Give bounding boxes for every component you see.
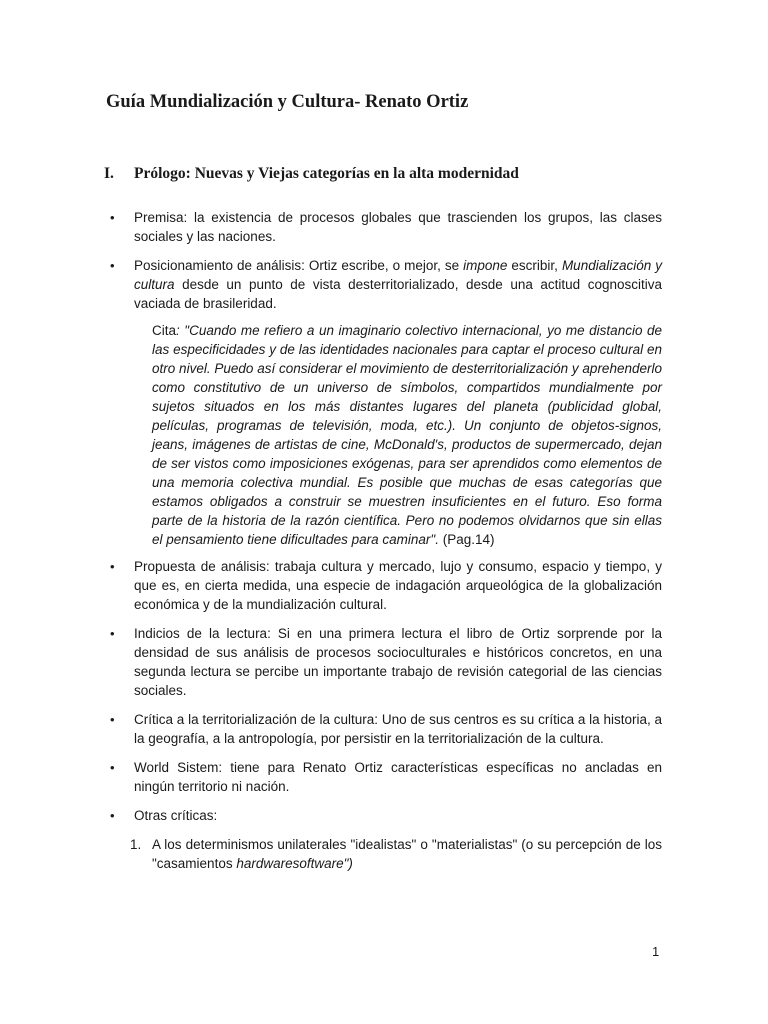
- bullet-text: Otras críticas:: [134, 808, 218, 823]
- bullet-text: Propuesta de análisis: trabaja cultura y mercado, lujo y consumo, espacio y tiempo, y que es, en cierta medida, una especie de indagación arqueológica de la globalización económica y de la mundialización cultural.: [134, 559, 662, 612]
- book-title-text: Mundialización y cultura: [134, 258, 662, 292]
- bullet-otras-criticas: [108, 806, 662, 825]
- bullet-text: Crítica a la territorialización de la cultura: Uno de sus centros es su crítica a la historia, a la geografía, a la antropología, por persistir en la territorialización de la cultura.: [134, 712, 662, 746]
- bullet-dot: •: [110, 808, 115, 823]
- bullet-posicionamiento: [108, 256, 662, 313]
- bullet-text: desde un punto de vista desterritorializado, desde una actitud cognoscitiva vaciada de brasileridad.: [134, 277, 662, 311]
- bullet-dot: •: [110, 559, 115, 574]
- bullet-text: escribir,: [507, 258, 562, 273]
- numbered-item-1: [108, 835, 662, 873]
- section-heading: [104, 165, 519, 183]
- bullet-propuesta: [108, 557, 662, 614]
- bullet-text: Indicios de la lectura: Si en una primera lectura el libro de Ortiz sorprende por la densidad de sus análisis de procesos socioculturales e históricos concretos, en una segunda lectura se percibe un importante trabajo de revisión categorial de las ciencias sociales.: [134, 626, 662, 698]
- emphasis-text: impone: [463, 258, 508, 273]
- bullet-dot: •: [110, 760, 115, 775]
- bullet-dot: •: [110, 258, 115, 273]
- section-label: Prólogo: Nuevas y Viejas categorías en la alta modernidad: [134, 165, 519, 182]
- bullet-dot: •: [110, 712, 115, 727]
- bullet-world-sistem: [108, 758, 662, 796]
- bullet-text: World Sistem: tiene para Renato Ortiz características específicas no ancladas en ningún territorio ni nación.: [134, 760, 662, 794]
- quote-label: Cita: [152, 323, 177, 338]
- bullet-text: Posicionamiento de análisis: Ortiz escribe, o mejor, se: [134, 258, 464, 273]
- bullet-dot: •: [110, 210, 115, 225]
- item-emphasis: hardwaresoftware"): [236, 856, 353, 871]
- document-body: [108, 208, 662, 873]
- bullet-premisa: [108, 208, 662, 246]
- bullet-critica: [108, 710, 662, 748]
- quote-text: : "Cuando me refiero a un imaginario colectivo internacional, yo me distancio de las especificidades y de las identidades nacionales para captar el proceso cultural en otro nivel. Puedo así considerar el movimiento de desterritorialización y aprehenderlo como constitutivo de un universo de símbolos, compartidos mundialmente por sujetos situados en los más distantes lugares del planeta (publicidad global, películas, programas de televisión, moda, etc.). Un conjunto de objetos-signos, jeans, imágenes de artistas de cine, McDonald's, productos de supermercado, dejan de ser vistos como imposiciones exógenas, para ser aprendidos como elementos de una memoria colectiva mundial. Es posible que muchas de esas categorías que estamos obligados a construir se muestren insuficientes en el futuro. Eso forma parte de la historia de la razón científica. Pero no podemos olvidarnos que sin ellas el pensamiento tiene dificultades para caminar".: [152, 323, 662, 547]
- bullet-text: Premisa: la existencia de procesos globales que trascienden los grupos, las clases sociales y las naciones.: [134, 210, 662, 244]
- bullet-indicios: [108, 624, 662, 700]
- section-number: I.: [104, 165, 114, 182]
- quote-block: [152, 321, 662, 549]
- item-number: 1.: [130, 837, 142, 852]
- quote-page-ref: (Pag.14): [438, 532, 495, 547]
- item-text: A los determinismos unilaterales "idealistas" o "materialistas" (o su percepción de los "casamientos: [152, 837, 662, 871]
- bullet-dot: •: [110, 626, 115, 641]
- document-title: Guía Mundialización y Cultura- Renato Ortiz: [106, 92, 469, 112]
- page-number: 1: [652, 944, 660, 959]
